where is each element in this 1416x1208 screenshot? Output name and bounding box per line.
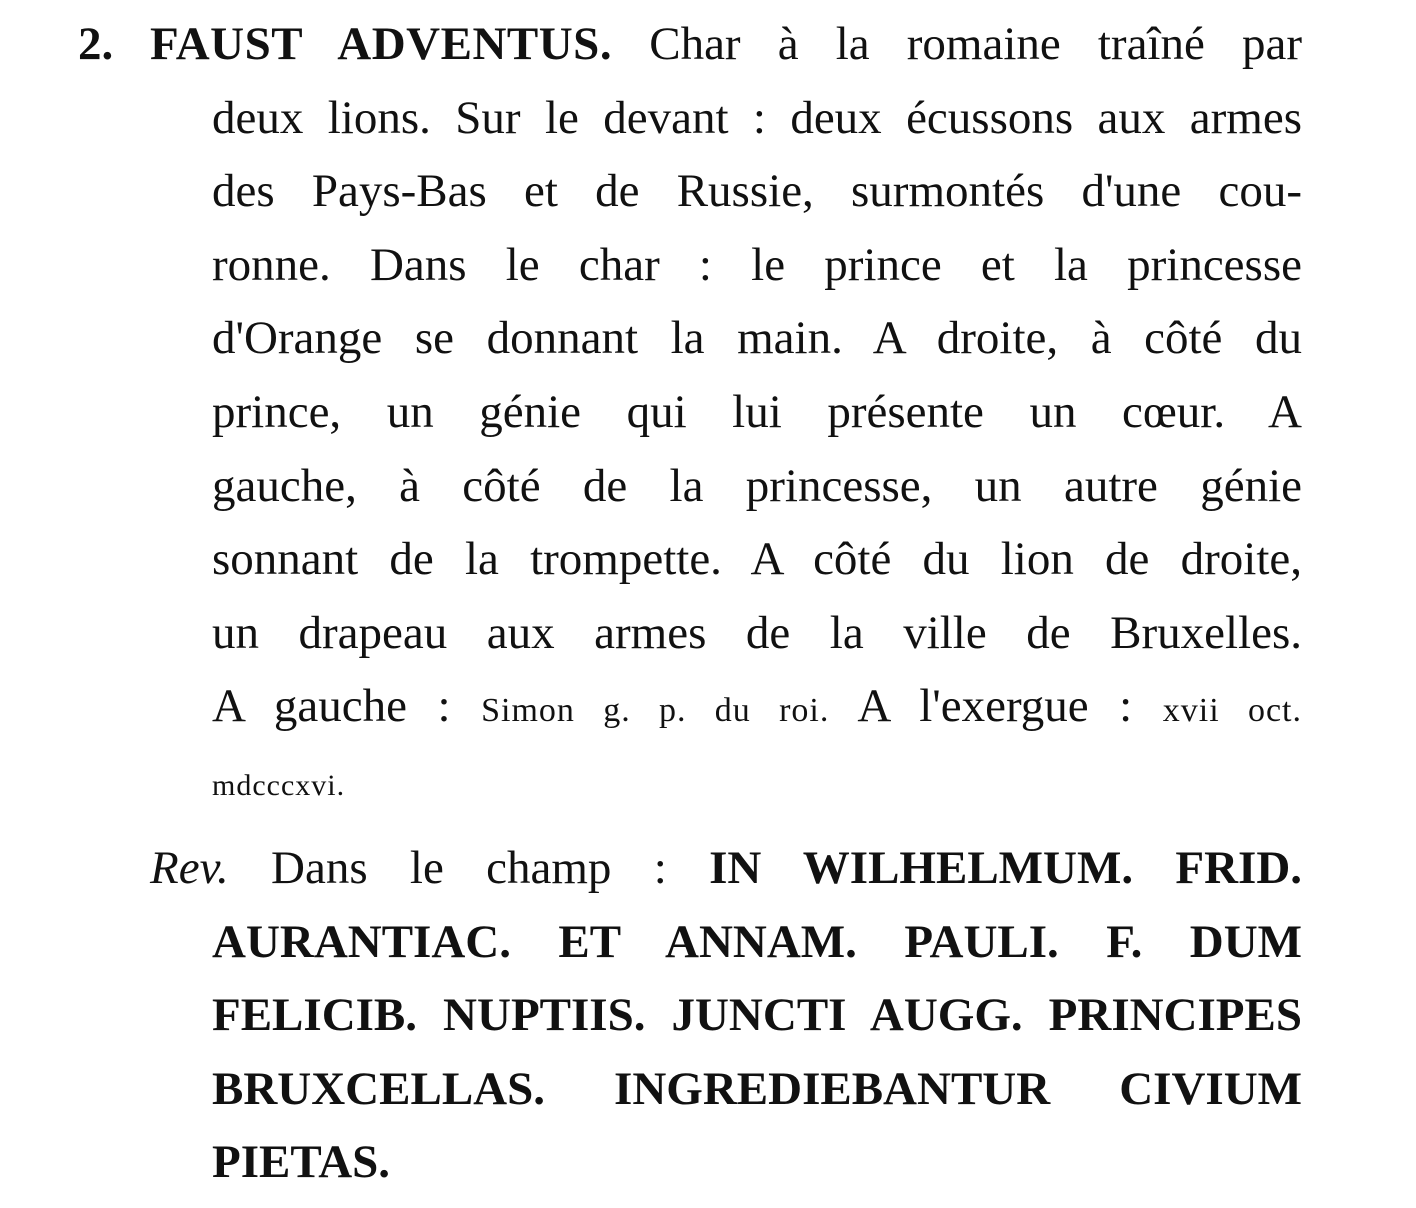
entry-line-5: d'Orange se donnant la main. A droite, à côté du bbox=[212, 312, 1302, 365]
entry-line-10 bbox=[212, 670, 1302, 744]
reverse-inscription-line-1: IN WILHELMUM. FRID. bbox=[709, 842, 1303, 894]
reverse-inscription-line-3: FELICIB. NUPTIIS. JUNCTI AUGG. PRINCIPES bbox=[212, 989, 1302, 1042]
exergue-label: A l'exergue : bbox=[857, 680, 1133, 733]
entry-line-4: ronne. Dans le char : le prince et la princesse bbox=[212, 238, 1302, 291]
reverse-intro: Dans le champ : bbox=[271, 842, 667, 894]
entry-line-1 bbox=[150, 8, 1302, 82]
entry-line-3: des Pays-Bas et de Russie, surmontés d'une cou- bbox=[212, 165, 1302, 218]
entry-line-7: gauche, à côté de la princesse, un autre génie bbox=[212, 459, 1302, 512]
exergue-year: mdcccxvi. bbox=[212, 768, 346, 802]
entry-line-6: prince, un génie qui lui présente un cœur. A bbox=[212, 385, 1302, 438]
engraver-signature: Simon g. p. du roi. bbox=[481, 692, 830, 730]
entry-line-11 bbox=[212, 744, 1302, 818]
entry-line-1-text: Char à la romaine traîné par bbox=[649, 18, 1302, 70]
exergue-date: xvii oct. bbox=[1162, 692, 1302, 730]
reverse-inscription-line-2: AURANTIAC. ET ANNAM. PAULI. F. DUM bbox=[212, 915, 1302, 968]
entry-description bbox=[150, 8, 1302, 818]
entry-line-2: deux lions. Sur le devant : deux écussons aux armes bbox=[212, 91, 1302, 144]
reverse-description bbox=[150, 832, 1302, 1200]
reverse-inscription-line-5: PIETAS. bbox=[212, 1136, 391, 1189]
reverse-inscription-line-4: BRUXCELLAS. INGREDIEBANTUR CIVIUM bbox=[212, 1062, 1302, 1115]
entry-line-8: sonnant de la trompette. A côté du lion de droite, bbox=[212, 533, 1302, 586]
obverse-left-label: A gauche : bbox=[212, 680, 451, 733]
entry-line-9: un drapeau aux armes de la ville de Bruxelles. bbox=[212, 606, 1302, 659]
entry-number: 2. bbox=[78, 18, 114, 70]
reverse-line-1 bbox=[150, 832, 1302, 906]
reverse-label: Rev. bbox=[150, 842, 229, 894]
entry-title: FAUST ADVENTUS. bbox=[150, 18, 613, 70]
